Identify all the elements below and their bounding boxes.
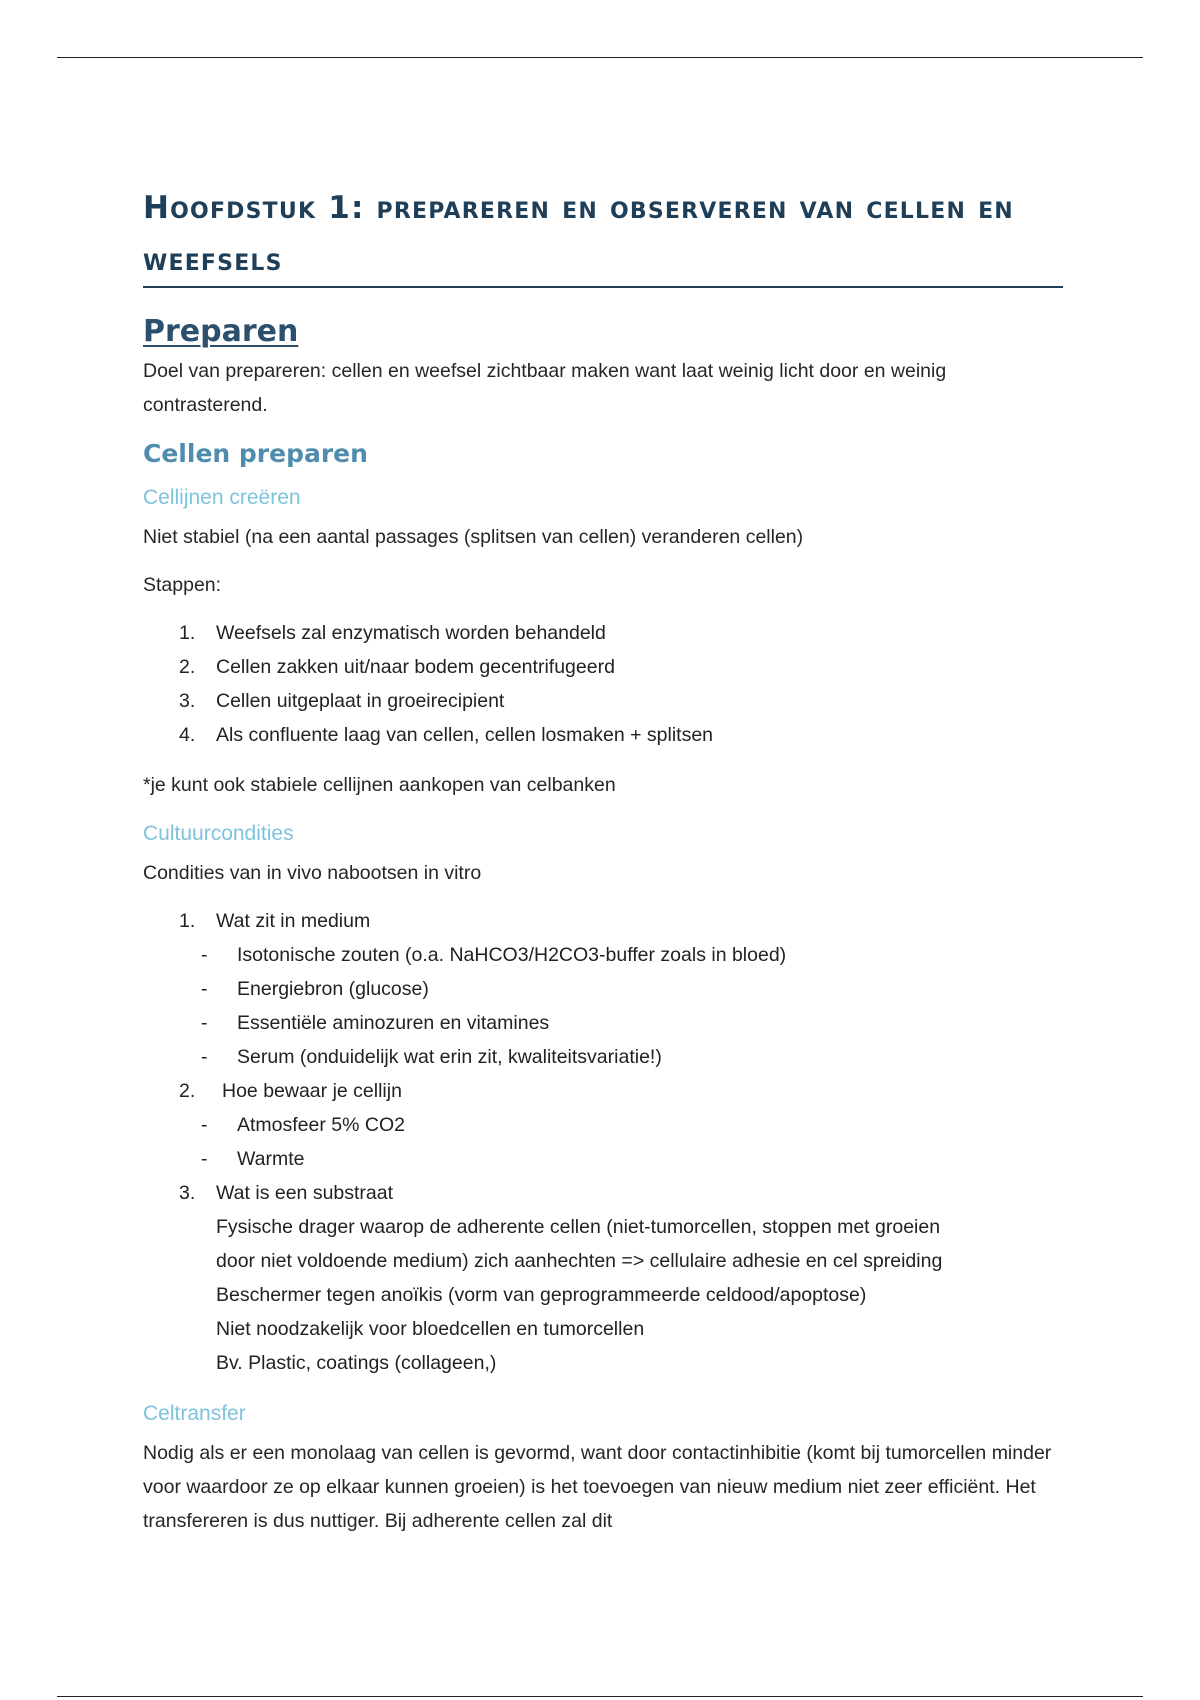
document-body	[143, 182, 1063, 1552]
cellijnen-note: *je kunt ook stabiele cellijnen aankopen van celbanken	[143, 774, 616, 796]
heading-cellijnen: Cellijnen creëren	[143, 486, 301, 509]
steps-list	[143, 616, 1063, 752]
steps-label: Stappen:	[143, 574, 222, 596]
heading-cultuurcondities: Cultuurcondities	[143, 822, 294, 845]
list-item: 4. Als confluente laag van cellen, cellen losmaken + splitsen	[179, 724, 714, 746]
chapter-title: Hoofdstuk 1: prepareren en observeren van cellen en weefsels	[143, 182, 1063, 288]
list-item: 2. Cellen zakken uit/naar bodem gecentrifugeerd	[179, 656, 615, 678]
sub-list-item: - Energiebron (glucose)	[143, 972, 1063, 1006]
heading-preparen: Preparen	[143, 314, 299, 349]
cultuur-text: Condities van in vivo nabootsen in vitro	[143, 862, 482, 884]
list-item: 2. Hoe bewaar je cellijn - Atmosfeer 5% CO2 - Warmte	[143, 1074, 1063, 1176]
intro-paragraph: Doel van prepareren: cellen en weefsel zichtbaar maken want laat weinig licht door en weinig contrasterend.	[143, 360, 947, 416]
substraat-line: Bv. Plastic, coatings (collageen,)	[216, 1352, 497, 1374]
celtransfer-text: Nodig als er een monolaag van cellen is gevormd, want door contactinhibitie (komt bij tumorcellen minder voor waardoor ze op elkaar kunnen groeien) is het toevoegen van nieuw medium niet zeer efficiënt. Het transfereren is dus nuttiger. Bij adherente cellen zal dit	[143, 1442, 1052, 1532]
sub-list-item: - Serum (onduidelijk wat erin zit, kwaliteitsvariatie!)	[143, 1040, 1063, 1074]
substraat-line: door niet voldoende medium) zich aanhechten => cellulaire adhesie en cel spreiding	[216, 1250, 943, 1272]
list-item: 3. Cellen uitgeplaat in groeirecipient	[179, 690, 505, 712]
list-item: 1. Wat zit in medium - Isotonische zouten (o.a. NaHCO3/H2CO3-buffer zoals in bloed) - Energiebron (glucose) - Essentiële aminozuren en vitamines - Serum (onduidelijk wat erin zit, kwaliteitsvariatie!)	[143, 904, 1063, 1074]
list-item: 3. Wat is een substraat Fysische drager waarop de adherente cellen (niet-tumorcellen, stoppen met groeien door niet voldoende medium) zich aanhechten => cellulaire adhesie en cel spreiding Beschermer tegen anoïkis (vorm van geprogrammeerde celdood/apoptose) Niet noodzakelijk voor bloedcellen en tumorcellen Bv. Plastic, coatings (collageen,)	[143, 1176, 1063, 1380]
sub-list	[216, 1108, 1063, 1176]
top-rule	[57, 57, 1143, 58]
sub-list	[216, 938, 1063, 1074]
cultuur-list	[143, 904, 1063, 1380]
heading-celtransfer: Celtransfer	[143, 1402, 246, 1425]
substraat-line: Beschermer tegen anoïkis (vorm van geprogrammeerde celdood/apoptose)	[216, 1284, 867, 1306]
bottom-rule	[57, 1696, 1143, 1697]
list-item: 1. Weefsels zal enzymatisch worden behandeld	[179, 622, 606, 644]
cellijnen-text: Niet stabiel (na een aantal passages (splitsen van cellen) veranderen cellen)	[143, 526, 804, 548]
heading-cellen-preparen: Cellen preparen	[143, 439, 368, 468]
sub-list-item: - Atmosfeer 5% CO2	[143, 1108, 1063, 1142]
substraat-line: Niet noodzakelijk voor bloedcellen en tumorcellen	[216, 1318, 645, 1340]
sub-list-item: - Warmte	[143, 1142, 1063, 1176]
substraat-line: Fysische drager waarop de adherente cellen (niet-tumorcellen, stoppen met groeien	[216, 1216, 941, 1238]
sub-list-item: - Essentiële aminozuren en vitamines	[143, 1006, 1063, 1040]
sub-list-item: - Isotonische zouten (o.a. NaHCO3/H2CO3-buffer zoals in bloed)	[143, 938, 1063, 972]
